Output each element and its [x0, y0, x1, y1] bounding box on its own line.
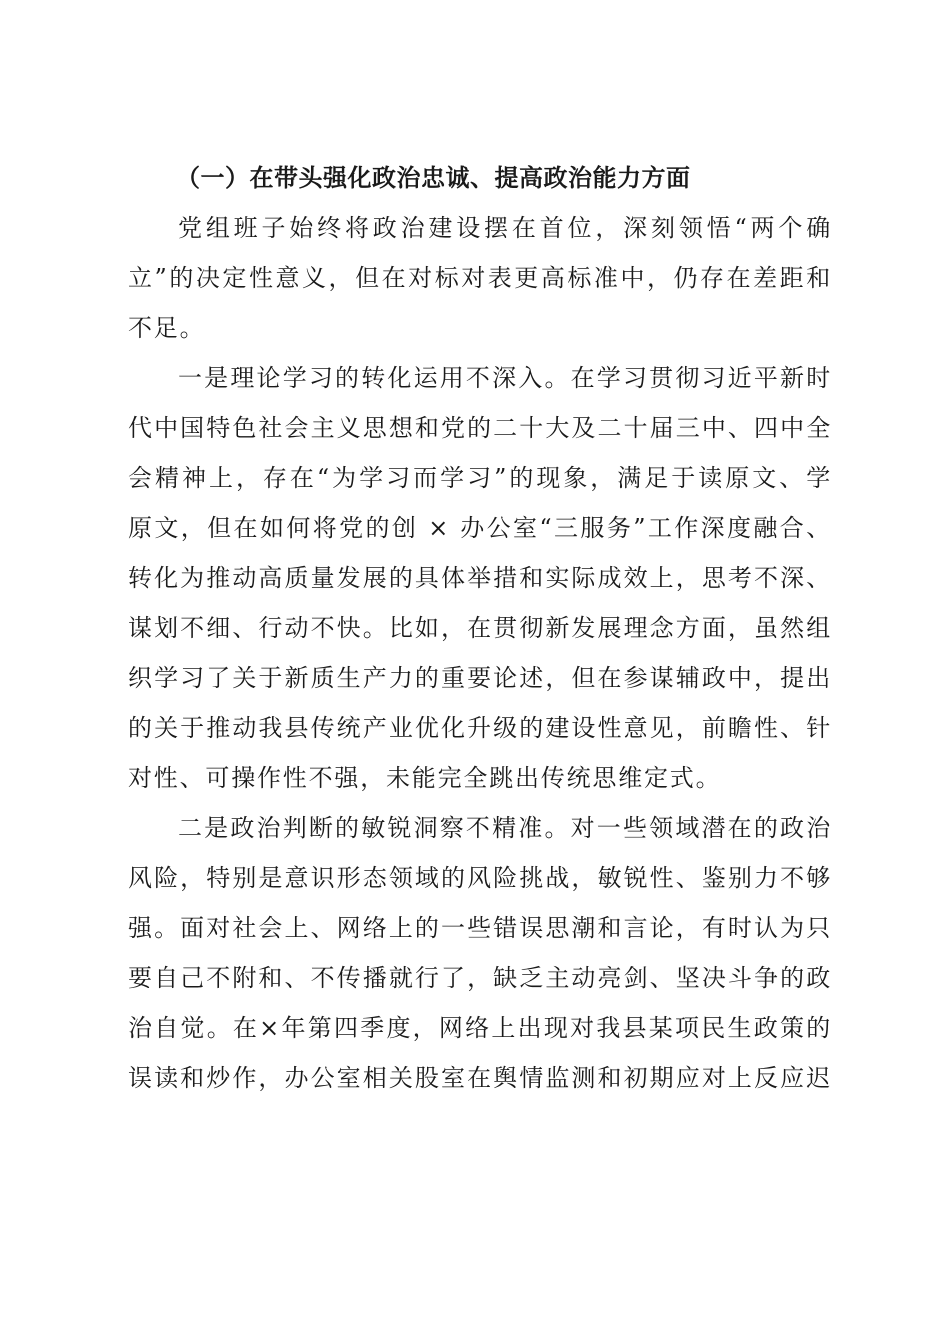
paragraph-line: 党组班子始终将政治建设摆在首位，深刻领悟“两个确 — [178, 214, 832, 242]
paragraph-line: 误读和炒作，办公室相关股室在舆情监测和初期应对上反应迟 — [128, 1064, 832, 1092]
paragraph-line: 立”的决定性意义，但在对标对表更高标准中，仍存在差距和 — [128, 264, 832, 292]
paragraph-line: 风险，特别是意识形态领域的风险挑战，敏锐性、鉴别力不够 — [128, 864, 832, 892]
paragraph-line: 转化为推动高质量发展的具体举措和实际成效上，思考不深、 — [128, 564, 832, 592]
paragraph-line: 一是理论学习的转化运用不深入。在学习贯彻习近平新时 — [178, 364, 832, 392]
section-heading: （一）在带头强化政治忠诚、提高政治能力方面 — [176, 163, 691, 192]
paragraph-line: 强。面对社会上、网络上的一些错误思潮和言论，有时认为只 — [128, 914, 832, 942]
paragraph-line: 织学习了关于新质生产力的重要论述，但在参谋辅政中，提出 — [128, 664, 832, 692]
paragraph-point-two — [128, 803, 832, 1103]
paragraph-point-one — [128, 353, 832, 803]
paragraph-line: 二是政治判断的敏锐洞察不精准。对一些领域潜在的政治 — [178, 814, 832, 842]
paragraph-line: 谋划不细、行动不快。比如，在贯彻新发展理念方面，虽然组 — [128, 614, 832, 642]
paragraph-line: 要自己不附和、不传播就行了，缺乏主动亮剑、坚决斗争的政 — [128, 964, 832, 992]
document-body — [128, 153, 832, 1103]
paragraph-line: 代中国特色社会主义思想和党的二十大及二十届三中、四中全 — [128, 414, 832, 442]
paragraph-line: 会精神上，存在“为学习而学习”的现象，满足于读原文、学 — [128, 464, 832, 492]
paragraph-line: 对性、可操作性不强，未能完全跳出传统思维定式。 — [128, 764, 722, 792]
paragraph-line: 原文，但在如何将党的创 × 办公室“三服务”工作深度融合、 — [128, 514, 832, 542]
paragraph-line: 治自觉。在×年第四季度，网络上出现对我县某项民生政策的 — [128, 1014, 832, 1042]
paragraph-intro — [128, 203, 832, 353]
paragraph-line: 不足。 — [128, 314, 206, 342]
paragraph-line: 的关于推动我县传统产业优化升级的建设性意见，前瞻性、针 — [128, 714, 832, 742]
